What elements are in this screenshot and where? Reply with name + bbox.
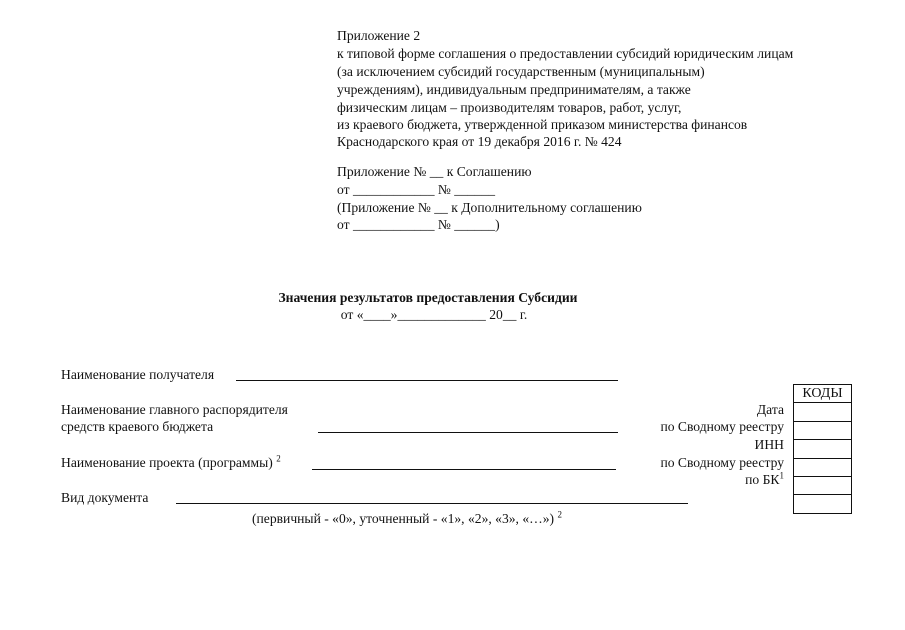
manager-label-2: средств краевого бюджета xyxy=(61,419,214,434)
recipient-field[interactable] xyxy=(236,380,618,381)
appendix-line: Краснодарского края от 19 декабря 2016 г. № 424 xyxy=(337,134,622,149)
document-date: от «____»_____________ 20__ г. xyxy=(340,307,528,322)
manager-field[interactable] xyxy=(318,432,618,433)
codes-label-bk: по $БК^1$ xyxy=(745,470,784,487)
appendix-title: Приложение 2 xyxy=(337,28,421,43)
agreement-ref-line: от ____________ № ______) xyxy=(337,217,500,232)
agreement-ref-line: (Приложение № __ к Дополнительному соглашению xyxy=(337,200,642,215)
agreement-ref-line: Приложение № __ к Соглашению xyxy=(337,164,532,179)
appendix-line: физическим лицам – производителям товаров, работ, услуг, xyxy=(337,100,682,115)
document-title: Значения результатов предоставления Субсидии xyxy=(278,290,578,305)
appendix-line: из краевого бюджета, утвержденной приказом министерства финансов xyxy=(337,117,748,132)
appendix-line: учреждениям), индивидуальным предпринимателям, а также xyxy=(337,82,691,97)
doc-type-note: (первичный - «0», уточненный - «1», «2», «3», «…») $^2$ xyxy=(252,509,562,526)
agreement-ref-line: от ____________ № ______ xyxy=(337,182,496,197)
code-cell-doc-type[interactable] xyxy=(794,495,852,513)
codes-header: КОДЫ xyxy=(794,385,852,403)
appendix-line: (за исключением субсидий государственным (муниципальным) xyxy=(337,64,705,79)
doc-type-label: Вид документа xyxy=(61,490,149,505)
appendix-line: к типовой форме соглашения о предоставлении субсидий юридическим лицам xyxy=(337,46,794,61)
code-cell-registry[interactable] xyxy=(794,421,852,439)
recipient-label: Наименование получателя xyxy=(61,367,215,382)
footnote-mark: 1 xyxy=(779,470,784,481)
footnote-mark: 2 xyxy=(276,453,281,464)
codes-label-registry: по Сводному реестру xyxy=(660,419,784,434)
code-cell-registry-2[interactable] xyxy=(794,458,852,476)
footnote-mark: 2 xyxy=(557,509,562,520)
codes-table xyxy=(793,384,852,514)
project-label: Наименование проекта (программы) $^2$ xyxy=(61,453,281,470)
doc-type-field[interactable] xyxy=(176,503,688,504)
code-cell-date[interactable] xyxy=(794,403,852,421)
code-cell-bk[interactable] xyxy=(794,476,852,494)
codes-label-date: Дата xyxy=(756,402,784,417)
manager-label: Наименование главного распорядителя xyxy=(61,402,288,417)
code-cell-inn[interactable] xyxy=(794,440,852,458)
project-field[interactable] xyxy=(312,469,616,470)
codes-label-registry-2: по Сводному реестру xyxy=(660,455,784,470)
codes-label-inn: ИНН xyxy=(754,437,784,452)
